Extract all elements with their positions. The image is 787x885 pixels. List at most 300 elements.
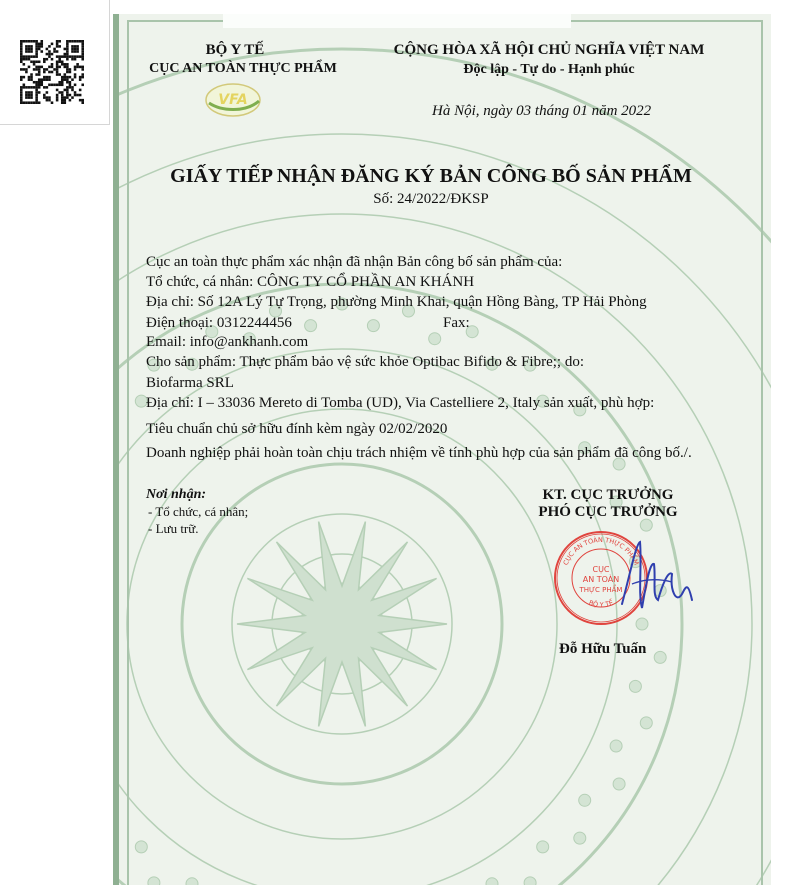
qr-module (35, 48, 38, 51)
qr-module (35, 45, 38, 48)
signer-title: KT. CỤC TRƯỞNG (542, 487, 674, 503)
qr-module (43, 96, 46, 99)
qr-code-panel (0, 0, 110, 125)
qr-module (64, 66, 67, 69)
qr-module (46, 68, 49, 71)
qr-module (79, 76, 82, 79)
qr-module (35, 60, 38, 63)
qr-module (64, 99, 67, 102)
qr-module (76, 40, 79, 43)
qr-module (43, 60, 46, 63)
qr-module (30, 40, 33, 43)
qr-module (46, 91, 49, 94)
qr-module (66, 63, 69, 66)
qr-module (25, 86, 28, 89)
qr-module (74, 91, 77, 94)
qr-module (28, 45, 31, 48)
qr-module (28, 101, 31, 104)
qr-module (43, 68, 46, 71)
qr-module (81, 48, 84, 51)
qr-module (38, 101, 41, 104)
qr-module (28, 66, 31, 69)
qr-module (28, 55, 31, 58)
qr-module (38, 73, 41, 76)
qr-module (56, 40, 59, 43)
qr-module (56, 71, 59, 74)
qr-module (58, 60, 61, 63)
qr-module (53, 68, 56, 71)
qr-module (64, 53, 67, 56)
manufacturer-name: Biofarma SRL (146, 375, 234, 391)
qr-module (81, 58, 84, 61)
qr-module (20, 50, 23, 53)
qr-module (53, 84, 56, 87)
qr-module (20, 76, 23, 79)
qr-module (30, 76, 33, 79)
qr-module (23, 58, 26, 61)
qr-module (56, 84, 59, 87)
qr-module (35, 96, 38, 99)
qr-module (66, 50, 69, 53)
qr-module (64, 76, 67, 79)
qr-module (46, 58, 49, 61)
qr-module (74, 94, 77, 97)
qr-module (46, 99, 49, 102)
qr-module (38, 60, 41, 63)
qr-module (58, 66, 61, 69)
recipient-item: - Tổ chức, cá nhân; (148, 504, 249, 519)
qr-module (30, 78, 33, 81)
qr-module (25, 94, 28, 97)
qr-module (64, 48, 67, 51)
qr-module (35, 66, 38, 69)
qr-module (38, 81, 41, 84)
qr-module (38, 71, 41, 74)
qr-module (66, 78, 69, 81)
qr-module (20, 91, 23, 94)
qr-module (40, 81, 43, 84)
qr-module (35, 68, 38, 71)
qr-module (66, 89, 69, 92)
qr-module (25, 96, 28, 99)
qr-module (74, 40, 77, 43)
issue-date: Hà Nội, ngày 03 tháng 01 năm 2022 (432, 103, 652, 119)
qr-module (66, 91, 69, 94)
qr-module (48, 84, 51, 87)
qr-module (40, 66, 43, 69)
qr-module (81, 50, 84, 53)
qr-module (69, 94, 72, 97)
qr-module (79, 78, 82, 81)
qr-module (23, 101, 26, 104)
qr-module (61, 91, 64, 94)
qr-module (28, 48, 31, 51)
qr-module (76, 66, 79, 69)
qr-module (43, 71, 46, 74)
qr-module (46, 48, 49, 51)
qr-module (58, 45, 61, 48)
qr-module (64, 96, 67, 99)
qr-module (48, 99, 51, 102)
qr-module (48, 76, 51, 79)
qr-module (81, 68, 84, 71)
qr-module (25, 50, 28, 53)
qr-module (69, 99, 72, 102)
qr-module (20, 101, 23, 104)
standard-text: Tiêu chuẩn chủ sở hữu đính kèm ngày 02/02/2020 (146, 421, 448, 437)
qr-module (79, 99, 82, 102)
qr-module (58, 84, 61, 87)
qr-module (56, 55, 59, 58)
qr-module (71, 55, 74, 58)
qr-module (61, 63, 64, 66)
qr-module (71, 96, 74, 99)
qr-module (46, 53, 49, 56)
qr-module (30, 55, 33, 58)
qr-module (56, 50, 59, 53)
qr-module (56, 89, 59, 92)
qr-module (56, 73, 59, 76)
qr-module (58, 91, 61, 94)
qr-module (20, 40, 23, 43)
qr-module (30, 91, 33, 94)
qr-module (51, 63, 54, 66)
qr-module (74, 84, 77, 87)
qr-module (30, 50, 33, 53)
qr-module (20, 99, 23, 102)
qr-module (66, 40, 69, 43)
qr-module (30, 60, 33, 63)
qr-module (71, 89, 74, 92)
qr-module (35, 101, 38, 104)
qr-module (79, 55, 82, 58)
qr-module (71, 78, 74, 81)
qr-module (53, 50, 56, 53)
qr-module (74, 55, 77, 58)
qr-module (64, 63, 67, 66)
qr-module (56, 43, 59, 46)
qr-module (66, 43, 69, 46)
qr-module (35, 84, 38, 87)
qr-module (81, 43, 84, 46)
qr-module (74, 50, 77, 53)
qr-module (56, 68, 59, 71)
qr-module (40, 50, 43, 53)
qr-module (69, 81, 72, 84)
qr-module (40, 45, 43, 48)
qr-module (74, 73, 77, 76)
stamp-bottom-text: BỘ Y TẾ (587, 598, 615, 609)
qr-module (30, 94, 33, 97)
qr-module (38, 78, 41, 81)
qr-module (61, 101, 64, 104)
vfa-logo-text: VFA (218, 92, 248, 108)
stamp-center-text: CỤC (592, 565, 610, 574)
qr-module (74, 45, 77, 48)
qr-module (61, 78, 64, 81)
qr-module (38, 91, 41, 94)
qr-module (76, 94, 79, 97)
qr-module (40, 78, 43, 81)
stamp-center-text: AN TOÀN (582, 575, 620, 584)
qr-module (71, 48, 74, 51)
qr-module (76, 63, 79, 66)
qr-module (56, 63, 59, 66)
qr-module (35, 81, 38, 84)
qr-module (30, 48, 33, 51)
qr-module (69, 68, 72, 71)
qr-module (40, 40, 43, 43)
qr-module (74, 58, 77, 61)
document-number: Số: 24/2022/ĐKSP (373, 191, 489, 207)
qr-module (23, 76, 26, 79)
handwritten-signature (612, 534, 702, 624)
qr-module (35, 40, 38, 43)
agency-name: CỤC AN TOÀN THỰC PHẨM (149, 61, 337, 76)
qr-module (48, 71, 51, 74)
qr-module (58, 55, 61, 58)
phone-number: Điện thoại: 0312244456 (146, 315, 292, 331)
qr-module (58, 40, 61, 43)
qr-module (76, 45, 79, 48)
qr-module (64, 55, 67, 58)
qr-module (38, 43, 41, 46)
fax-number: Fax: (443, 315, 470, 331)
qr-module (69, 71, 72, 74)
qr-module (23, 40, 26, 43)
qr-module (66, 66, 69, 69)
qr-module (64, 89, 67, 92)
qr-module (38, 66, 41, 69)
qr-module (71, 58, 74, 61)
qr-module (74, 48, 77, 51)
qr-module (33, 55, 36, 58)
qr-module (66, 86, 69, 89)
qr-module (33, 40, 36, 43)
qr-module (61, 96, 64, 99)
qr-module (35, 43, 38, 46)
qr-module (81, 66, 84, 69)
qr-module (81, 55, 84, 58)
qr-module (81, 99, 84, 102)
qr-module (61, 99, 64, 102)
motto: Độc lập - Tự do - Hạnh phúc (463, 62, 635, 77)
qr-module (20, 55, 23, 58)
qr-module (25, 48, 28, 51)
qr-module (71, 45, 74, 48)
qr-module (43, 58, 46, 61)
qr-module (35, 99, 38, 102)
qr-module (76, 55, 79, 58)
responsibility-text: Doanh nghiệp phải hoàn toàn chịu trách nhiệm về tính phù hợp của sản phẩm đã công bố./. (146, 445, 692, 461)
stamp-ring-text: CỤC AN TOÀN THỰC PHẨM (561, 535, 641, 567)
qr-module (35, 94, 38, 97)
qr-module (74, 66, 77, 69)
qr-module (35, 86, 38, 89)
qr-module (61, 84, 64, 87)
qr-module (30, 96, 33, 99)
qr-module (61, 55, 64, 58)
qr-module (28, 78, 31, 81)
qr-module (81, 53, 84, 56)
qr-module (35, 89, 38, 92)
qr-module (38, 84, 41, 87)
qr-module (35, 50, 38, 53)
qr-module (20, 86, 23, 89)
qr-module (74, 76, 77, 79)
qr-module (23, 84, 26, 87)
qr-module (25, 45, 28, 48)
qr-module (48, 78, 51, 81)
product-name: Cho sản phẩm: Thực phẩm bảo vệ sức khỏe Optibac Bifido & Fibre;; do: (146, 354, 584, 370)
qr-module (46, 78, 49, 81)
qr-module (46, 76, 49, 79)
qr-module (79, 94, 82, 97)
qr-module (56, 94, 59, 97)
qr-module (35, 53, 38, 56)
qr-module (23, 63, 26, 66)
qr-module (51, 101, 54, 104)
qr-module (66, 71, 69, 74)
qr-module (69, 40, 72, 43)
qr-module (48, 55, 51, 58)
qr-module (43, 86, 46, 89)
qr-module (81, 101, 84, 104)
qr-module (69, 76, 72, 79)
qr-module (28, 86, 31, 89)
qr-module (46, 96, 49, 99)
organization: Tổ chức, cá nhân: CÔNG TY CỔ PHẦN AN KHÁNH (146, 274, 475, 290)
qr-module (79, 40, 82, 43)
qr-module (23, 86, 26, 89)
qr-module (56, 99, 59, 102)
qr-module (33, 101, 36, 104)
qr-module (25, 40, 28, 43)
qr-module (20, 68, 23, 71)
qr-module (66, 68, 69, 71)
qr-module (35, 73, 38, 76)
qr-module (66, 81, 69, 84)
qr-module (28, 91, 31, 94)
qr-module (40, 84, 43, 87)
qr-module (28, 50, 31, 53)
vfa-logo (203, 81, 263, 119)
qr-module (69, 84, 72, 87)
qr-module (58, 58, 61, 61)
qr-module (61, 76, 64, 79)
qr-module (61, 60, 64, 63)
qr-module (69, 55, 72, 58)
qr-module (48, 66, 51, 69)
qr-module (38, 86, 41, 89)
qr-module (58, 73, 61, 76)
qr-module (20, 53, 23, 56)
qr-module (25, 91, 28, 94)
qr-module (28, 76, 31, 79)
qr-module (64, 73, 67, 76)
qr-module (20, 58, 23, 61)
qr-module (48, 96, 51, 99)
qr-module (20, 48, 23, 51)
recipients-label: Nơi nhận: (146, 487, 207, 502)
qr-module (28, 96, 31, 99)
qr-module (23, 68, 26, 71)
qr-module (28, 94, 31, 97)
top-mask (223, 14, 571, 28)
qr-module (71, 86, 74, 89)
qr-module (51, 53, 54, 56)
qr-module (66, 76, 69, 79)
country-name: CỘNG HÒA XÃ HỘI CHỦ NGHĨA VIỆT NAM (393, 42, 705, 58)
qr-module (66, 45, 69, 48)
qr-module (46, 86, 49, 89)
qr-module (53, 48, 56, 51)
qr-module (58, 81, 61, 84)
email-address: Email: info@ankhanh.com (146, 334, 309, 350)
qr-module (23, 55, 26, 58)
signer-subtitle: PHÓ CỤC TRƯỞNG (538, 504, 678, 520)
qr-module (76, 50, 79, 53)
qr-module (30, 73, 33, 76)
qr-code-icon (20, 40, 84, 104)
qr-module (20, 43, 23, 46)
qr-module (51, 58, 54, 61)
qr-module (56, 45, 59, 48)
qr-module (43, 78, 46, 81)
qr-module (43, 94, 46, 97)
qr-module (33, 81, 36, 84)
qr-module (25, 58, 28, 61)
qr-module (30, 86, 33, 89)
qr-module (66, 58, 69, 61)
qr-module (25, 68, 28, 71)
stamp-center-text: THỰC PHẨM (579, 586, 623, 594)
signer-name: Đỗ Hữu Tuấn (559, 641, 647, 657)
qr-module (56, 66, 59, 69)
qr-module (33, 60, 36, 63)
qr-module (76, 48, 79, 51)
qr-module (38, 68, 41, 71)
qr-module (20, 78, 23, 81)
qr-module (30, 101, 33, 104)
qr-module (38, 45, 41, 48)
qr-module (64, 101, 67, 104)
qr-module (64, 78, 67, 81)
qr-module (20, 94, 23, 97)
qr-module (79, 66, 82, 69)
qr-module (66, 96, 69, 99)
qr-module (43, 76, 46, 79)
qr-module (28, 58, 31, 61)
qr-module (66, 55, 69, 58)
qr-module (71, 40, 74, 43)
qr-module (25, 71, 28, 74)
qr-module (51, 71, 54, 74)
qr-module (61, 94, 64, 97)
qr-module (81, 84, 84, 87)
qr-module (79, 89, 82, 92)
qr-module (81, 73, 84, 76)
qr-module (33, 68, 36, 71)
qr-module (51, 84, 54, 87)
qr-module (74, 68, 77, 71)
qr-module (48, 50, 51, 53)
qr-module (56, 60, 59, 63)
qr-module (71, 50, 74, 53)
qr-module (20, 96, 23, 99)
qr-module (48, 53, 51, 56)
recipient-item: - Lưu trữ. (148, 521, 199, 536)
